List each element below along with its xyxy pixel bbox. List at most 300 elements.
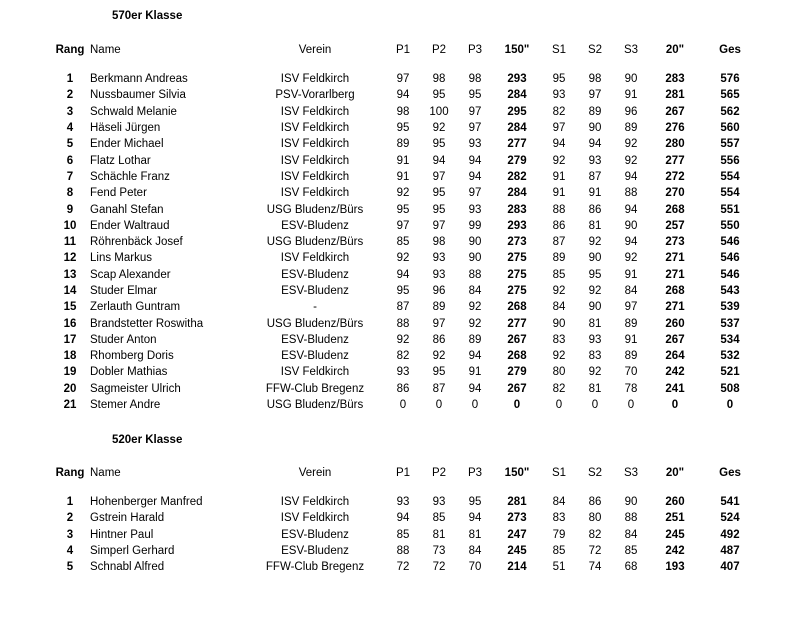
cell-name: Ganahl Stefan bbox=[90, 203, 164, 216]
cell-s1: 91 bbox=[552, 187, 566, 200]
cell-s2: 86 bbox=[588, 203, 602, 216]
cell-name: Dobler Mathias bbox=[90, 366, 168, 379]
cell-s3: 89 bbox=[624, 122, 638, 135]
cell-p1: 95 bbox=[396, 203, 410, 216]
cell-name: Ender Michael bbox=[90, 138, 164, 151]
cell-s3: 78 bbox=[624, 382, 638, 395]
cell-s1: 90 bbox=[552, 317, 566, 330]
cell-verein: ESV-Bludenz bbox=[281, 333, 349, 346]
cell-ges: 492 bbox=[720, 528, 740, 541]
cell-t20: 277 bbox=[665, 154, 685, 167]
cell-t150: 277 bbox=[507, 317, 527, 330]
cell-ges: 551 bbox=[720, 203, 740, 216]
cell-s1: 95 bbox=[552, 73, 566, 86]
cell-t20: 260 bbox=[665, 317, 685, 330]
cell-p1: 94 bbox=[396, 268, 410, 281]
cell-t150: 268 bbox=[507, 350, 527, 363]
header-s3: S3 bbox=[623, 467, 639, 479]
cell-ges: 576 bbox=[720, 73, 740, 86]
cell-name: Ender Waltraud bbox=[90, 219, 170, 232]
cell-s1: 92 bbox=[552, 285, 566, 297]
cell-rang: 5 bbox=[66, 561, 74, 574]
cell-verein: ISV Feldkirch bbox=[280, 252, 350, 265]
cell-s3: 92 bbox=[624, 154, 638, 167]
section-title-520: 520er Klasse bbox=[112, 434, 183, 446]
cell-s2: 98 bbox=[588, 73, 602, 86]
cell-ges: 541 bbox=[720, 496, 740, 509]
cell-s2: 91 bbox=[588, 187, 602, 200]
cell-s2: 92 bbox=[588, 285, 602, 297]
cell-t20: 257 bbox=[665, 219, 685, 232]
cell-verein: - bbox=[313, 301, 317, 314]
cell-verein: ISV Feldkirch bbox=[280, 122, 350, 135]
cell-t150: 267 bbox=[507, 333, 527, 346]
cell-t150: 293 bbox=[507, 219, 527, 232]
cell-t150: 275 bbox=[507, 285, 527, 297]
table-row bbox=[50, 234, 759, 250]
table-row bbox=[50, 169, 759, 185]
cell-name: Simperl Gerhard bbox=[90, 545, 175, 558]
header-t20: 20" bbox=[665, 467, 685, 479]
cell-ges: 550 bbox=[720, 219, 740, 232]
cell-s2: 72 bbox=[588, 545, 602, 558]
cell-s2: 83 bbox=[588, 350, 602, 363]
cell-t150: 0 bbox=[513, 399, 521, 412]
cell-ges: 537 bbox=[720, 317, 740, 330]
header-t150: 150" bbox=[504, 44, 530, 56]
cell-t150: 284 bbox=[507, 187, 527, 200]
table-row bbox=[50, 120, 759, 136]
header-rang: Rang bbox=[55, 44, 85, 56]
cell-ges: 508 bbox=[720, 382, 740, 395]
cell-s2: 92 bbox=[588, 236, 602, 249]
cell-p2: 86 bbox=[432, 333, 446, 346]
cell-p2: 100 bbox=[429, 105, 449, 118]
cell-t20: 281 bbox=[665, 89, 685, 102]
cell-rang: 13 bbox=[63, 268, 77, 281]
cell-s3: 90 bbox=[624, 73, 638, 86]
cell-s2: 87 bbox=[588, 170, 602, 183]
cell-s2: 80 bbox=[588, 512, 602, 525]
cell-p3: 98 bbox=[468, 73, 482, 86]
cell-p2: 97 bbox=[432, 170, 446, 183]
header-ges: Ges bbox=[719, 467, 741, 479]
header-p2: P2 bbox=[431, 467, 447, 479]
cell-t20: 245 bbox=[665, 528, 685, 541]
cell-t20: 0 bbox=[671, 399, 679, 412]
cell-s2: 89 bbox=[588, 105, 602, 118]
cell-p1: 88 bbox=[396, 317, 410, 330]
cell-s1: 89 bbox=[552, 252, 566, 265]
cell-t20: 242 bbox=[665, 366, 685, 379]
cell-p1: 72 bbox=[396, 561, 410, 574]
cell-p3: 84 bbox=[468, 285, 482, 297]
cell-p2: 96 bbox=[432, 285, 446, 297]
cell-verein: ISV Feldkirch bbox=[280, 73, 350, 86]
cell-verein: ISV Feldkirch bbox=[280, 496, 350, 509]
cell-p2: 97 bbox=[432, 317, 446, 330]
cell-t150: 247 bbox=[507, 528, 527, 541]
cell-s3: 89 bbox=[624, 317, 638, 330]
cell-p2: 92 bbox=[432, 350, 446, 363]
table-row bbox=[50, 348, 759, 364]
cell-p1: 98 bbox=[396, 105, 410, 118]
cell-t150: 284 bbox=[507, 89, 527, 102]
cell-t150: 281 bbox=[507, 496, 527, 509]
cell-name: Hohenberger Manfred bbox=[90, 496, 203, 509]
cell-p2: 0 bbox=[435, 399, 443, 412]
cell-s1: 0 bbox=[555, 399, 563, 412]
table-row bbox=[50, 543, 759, 559]
cell-name: Häseli Jürgen bbox=[90, 122, 161, 135]
cell-s2: 82 bbox=[588, 528, 602, 541]
cell-verein: ISV Feldkirch bbox=[280, 366, 350, 379]
cell-p1: 93 bbox=[396, 496, 410, 509]
cell-p3: 94 bbox=[468, 512, 482, 525]
cell-t150: 275 bbox=[507, 268, 527, 281]
cell-p3: 90 bbox=[468, 236, 482, 249]
cell-p2: 87 bbox=[432, 382, 446, 395]
cell-name: Brandstetter Roswitha bbox=[90, 317, 204, 330]
cell-ges: 554 bbox=[720, 170, 740, 183]
cell-rang: 20 bbox=[63, 382, 77, 395]
cell-rang: 6 bbox=[66, 154, 74, 167]
cell-p3: 88 bbox=[468, 268, 482, 281]
cell-p1: 95 bbox=[396, 285, 410, 297]
cell-s1: 94 bbox=[552, 138, 566, 151]
cell-name: Stemer Andre bbox=[90, 399, 161, 412]
table-row bbox=[50, 364, 759, 380]
cell-p3: 93 bbox=[468, 203, 482, 216]
cell-p3: 81 bbox=[468, 528, 482, 541]
cell-t150: 273 bbox=[507, 512, 527, 525]
table-row bbox=[50, 87, 759, 103]
header-s1: S1 bbox=[551, 44, 567, 56]
cell-s2: 95 bbox=[588, 268, 602, 281]
cell-name: Berkmann Andreas bbox=[90, 73, 188, 86]
cell-s1: 83 bbox=[552, 333, 566, 346]
table-row bbox=[50, 250, 759, 266]
cell-s3: 68 bbox=[624, 561, 638, 574]
cell-ges: 407 bbox=[720, 561, 740, 574]
cell-verein: ISV Feldkirch bbox=[280, 105, 350, 118]
cell-s3: 91 bbox=[624, 268, 638, 281]
cell-p3: 92 bbox=[468, 317, 482, 330]
cell-p2: 72 bbox=[432, 561, 446, 574]
cell-verein: ESV-Bludenz bbox=[281, 285, 349, 297]
cell-s2: 86 bbox=[588, 496, 602, 509]
table-row bbox=[50, 510, 759, 526]
cell-t20: 268 bbox=[665, 285, 685, 297]
cell-s3: 97 bbox=[624, 301, 638, 314]
cell-p1: 95 bbox=[396, 122, 410, 135]
cell-verein: ISV Feldkirch bbox=[280, 138, 350, 151]
cell-p3: 94 bbox=[468, 350, 482, 363]
table-row bbox=[50, 185, 759, 201]
cell-name: Sagmeister Ulrich bbox=[90, 382, 181, 395]
cell-s1: 82 bbox=[552, 382, 566, 395]
results-table-570 bbox=[50, 40, 759, 413]
table-row bbox=[50, 494, 759, 510]
cell-name: Rhomberg Doris bbox=[90, 350, 174, 363]
cell-s1: 97 bbox=[552, 122, 566, 135]
cell-verein: ESV-Bludenz bbox=[281, 528, 349, 541]
cell-p1: 94 bbox=[396, 512, 410, 525]
cell-rang: 17 bbox=[63, 333, 77, 346]
cell-ges: 521 bbox=[720, 366, 740, 379]
cell-t20: 273 bbox=[665, 236, 685, 249]
cell-p1: 87 bbox=[396, 301, 410, 314]
section-title-570: 570er Klasse bbox=[112, 10, 183, 22]
cell-name: Zerlauth Guntram bbox=[90, 301, 181, 314]
cell-s3: 90 bbox=[624, 219, 638, 232]
cell-t20: 271 bbox=[665, 301, 685, 314]
cell-p3: 95 bbox=[468, 496, 482, 509]
cell-s1: 92 bbox=[552, 154, 566, 167]
cell-name: Nussbaumer Silvia bbox=[90, 89, 186, 102]
cell-s3: 92 bbox=[624, 138, 638, 151]
cell-ges: 487 bbox=[720, 545, 740, 558]
cell-ges: 539 bbox=[720, 301, 740, 314]
cell-rang: 8 bbox=[66, 187, 74, 200]
cell-s1: 84 bbox=[552, 301, 566, 314]
cell-s1: 91 bbox=[552, 170, 566, 183]
cell-s1: 92 bbox=[552, 350, 566, 363]
header-ges: Ges bbox=[719, 44, 741, 56]
cell-s3: 91 bbox=[624, 333, 638, 346]
header-p1: P1 bbox=[395, 44, 411, 56]
cell-p1: 94 bbox=[396, 89, 410, 102]
cell-rang: 2 bbox=[66, 89, 74, 102]
cell-verein: USG Bludenz/Bürs bbox=[266, 236, 364, 249]
table-row bbox=[50, 267, 759, 283]
cell-p1: 82 bbox=[396, 350, 410, 363]
cell-ges: 557 bbox=[720, 138, 740, 151]
cell-p3: 94 bbox=[468, 170, 482, 183]
cell-p1: 97 bbox=[396, 73, 410, 86]
cell-name: Fend Peter bbox=[90, 187, 147, 200]
cell-t20: 276 bbox=[665, 122, 685, 135]
table-row bbox=[50, 299, 759, 315]
cell-rang: 14 bbox=[63, 285, 77, 297]
header-verein: Verein bbox=[298, 467, 332, 479]
table-row bbox=[50, 332, 759, 348]
cell-rang: 3 bbox=[66, 528, 74, 541]
cell-verein: ISV Feldkirch bbox=[280, 170, 350, 183]
cell-ges: 556 bbox=[720, 154, 740, 167]
cell-s2: 81 bbox=[588, 317, 602, 330]
cell-p2: 98 bbox=[432, 236, 446, 249]
cell-s2: 81 bbox=[588, 382, 602, 395]
cell-ges: 562 bbox=[720, 105, 740, 118]
cell-t150: 284 bbox=[507, 122, 527, 135]
cell-rang: 18 bbox=[63, 350, 77, 363]
cell-t20: 271 bbox=[665, 268, 685, 281]
cell-s1: 84 bbox=[552, 496, 566, 509]
cell-ges: 532 bbox=[720, 350, 740, 363]
cell-p2: 97 bbox=[432, 219, 446, 232]
cell-s3: 96 bbox=[624, 105, 638, 118]
cell-verein: ISV Feldkirch bbox=[280, 187, 350, 200]
cell-p1: 91 bbox=[396, 170, 410, 183]
cell-s1: 80 bbox=[552, 366, 566, 379]
cell-verein: USG Bludenz/Bürs bbox=[266, 203, 364, 216]
table-row bbox=[50, 315, 759, 331]
cell-t20: 251 bbox=[665, 512, 685, 525]
cell-s3: 89 bbox=[624, 350, 638, 363]
table-row bbox=[50, 381, 759, 397]
cell-rang: 19 bbox=[63, 366, 77, 379]
cell-p3: 95 bbox=[468, 89, 482, 102]
cell-t150: 275 bbox=[507, 252, 527, 265]
cell-t150: 273 bbox=[507, 236, 527, 249]
cell-t150: 268 bbox=[507, 301, 527, 314]
header-row bbox=[50, 463, 759, 483]
cell-s1: 87 bbox=[552, 236, 566, 249]
cell-s3: 84 bbox=[624, 528, 638, 541]
cell-p3: 94 bbox=[468, 382, 482, 395]
cell-p2: 94 bbox=[432, 154, 446, 167]
cell-p1: 92 bbox=[396, 187, 410, 200]
cell-s2: 94 bbox=[588, 138, 602, 151]
cell-ges: 554 bbox=[720, 187, 740, 200]
cell-s3: 84 bbox=[624, 285, 638, 297]
cell-p3: 93 bbox=[468, 138, 482, 151]
cell-s1: 82 bbox=[552, 105, 566, 118]
cell-t20: 242 bbox=[665, 545, 685, 558]
cell-s1: 93 bbox=[552, 89, 566, 102]
cell-s1: 85 bbox=[552, 545, 566, 558]
cell-p3: 89 bbox=[468, 333, 482, 346]
cell-t20: 267 bbox=[665, 105, 685, 118]
cell-verein: ISV Feldkirch bbox=[280, 154, 350, 167]
cell-p3: 97 bbox=[468, 122, 482, 135]
cell-s1: 51 bbox=[552, 561, 566, 574]
cell-s3: 88 bbox=[624, 187, 638, 200]
cell-t150: 293 bbox=[507, 73, 527, 86]
cell-t20: 267 bbox=[665, 333, 685, 346]
cell-rang: 5 bbox=[66, 138, 74, 151]
cell-s2: 0 bbox=[591, 399, 599, 412]
cell-ges: 534 bbox=[720, 333, 740, 346]
header-row bbox=[50, 40, 759, 60]
cell-t150: 295 bbox=[507, 105, 527, 118]
cell-s2: 81 bbox=[588, 219, 602, 232]
header-p3: P3 bbox=[467, 44, 483, 56]
cell-t150: 277 bbox=[507, 138, 527, 151]
header-p2: P2 bbox=[431, 44, 447, 56]
cell-p2: 92 bbox=[432, 122, 446, 135]
cell-verein: ISV Feldkirch bbox=[280, 512, 350, 525]
cell-p1: 0 bbox=[399, 399, 407, 412]
cell-s2: 74 bbox=[588, 561, 602, 574]
cell-rang: 11 bbox=[63, 236, 77, 249]
table-row bbox=[50, 218, 759, 234]
cell-rang: 3 bbox=[66, 105, 74, 118]
results-table-520 bbox=[50, 463, 759, 575]
cell-p2: 89 bbox=[432, 301, 446, 314]
cell-verein: ESV-Bludenz bbox=[281, 268, 349, 281]
cell-s3: 88 bbox=[624, 512, 638, 525]
cell-p2: 73 bbox=[432, 545, 446, 558]
cell-s1: 83 bbox=[552, 512, 566, 525]
cell-p1: 97 bbox=[396, 219, 410, 232]
cell-rang: 9 bbox=[66, 203, 74, 216]
cell-ges: 543 bbox=[720, 285, 740, 297]
cell-t20: 260 bbox=[665, 496, 685, 509]
cell-p2: 93 bbox=[432, 496, 446, 509]
cell-p3: 0 bbox=[471, 399, 479, 412]
cell-t150: 214 bbox=[507, 561, 527, 574]
cell-rang: 4 bbox=[66, 122, 74, 135]
cell-ges: 0 bbox=[726, 399, 734, 412]
cell-name: Flatz Lothar bbox=[90, 154, 151, 167]
cell-rang: 2 bbox=[66, 512, 74, 525]
cell-t20: 268 bbox=[665, 203, 685, 216]
table-row bbox=[50, 71, 759, 87]
cell-verein: ESV-Bludenz bbox=[281, 350, 349, 363]
cell-p3: 70 bbox=[468, 561, 482, 574]
cell-p3: 91 bbox=[468, 366, 482, 379]
cell-s3: 94 bbox=[624, 170, 638, 183]
cell-verein: FFW-Club Bregenz bbox=[265, 561, 365, 574]
cell-s1: 86 bbox=[552, 219, 566, 232]
cell-t20: 283 bbox=[665, 73, 685, 86]
cell-p3: 97 bbox=[468, 187, 482, 200]
header-name: Name bbox=[90, 467, 121, 479]
cell-rang: 1 bbox=[66, 496, 74, 509]
cell-p2: 95 bbox=[432, 203, 446, 216]
header-p3: P3 bbox=[467, 467, 483, 479]
cell-s1: 88 bbox=[552, 203, 566, 216]
cell-name: Lins Markus bbox=[90, 252, 152, 265]
header-t150: 150" bbox=[504, 467, 530, 479]
cell-t20: 264 bbox=[665, 350, 685, 363]
cell-rang: 4 bbox=[66, 545, 74, 558]
cell-s3: 91 bbox=[624, 89, 638, 102]
cell-p2: 93 bbox=[432, 252, 446, 265]
cell-rang: 21 bbox=[63, 399, 77, 412]
cell-verein: USG Bludenz/Bürs bbox=[266, 317, 364, 330]
cell-t20: 272 bbox=[665, 170, 685, 183]
cell-name: Schwald Melanie bbox=[90, 105, 177, 118]
cell-p3: 94 bbox=[468, 154, 482, 167]
cell-t20: 193 bbox=[665, 561, 685, 574]
header-s2: S2 bbox=[587, 467, 603, 479]
cell-t150: 245 bbox=[507, 545, 527, 558]
cell-s1: 79 bbox=[552, 528, 566, 541]
cell-verein: ESV-Bludenz bbox=[281, 219, 349, 232]
cell-t150: 279 bbox=[507, 366, 527, 379]
cell-s3: 92 bbox=[624, 252, 638, 265]
cell-t150: 267 bbox=[507, 382, 527, 395]
cell-p1: 85 bbox=[396, 528, 410, 541]
cell-p2: 95 bbox=[432, 187, 446, 200]
cell-name: Studer Anton bbox=[90, 333, 157, 346]
cell-rang: 1 bbox=[66, 73, 74, 86]
cell-verein: ESV-Bludenz bbox=[281, 545, 349, 558]
cell-s3: 0 bbox=[627, 399, 635, 412]
cell-s2: 90 bbox=[588, 122, 602, 135]
cell-t150: 279 bbox=[507, 154, 527, 167]
cell-p1: 89 bbox=[396, 138, 410, 151]
cell-p2: 81 bbox=[432, 528, 446, 541]
cell-p1: 85 bbox=[396, 236, 410, 249]
header-name: Name bbox=[90, 44, 121, 56]
table-row bbox=[50, 152, 759, 168]
cell-s2: 93 bbox=[588, 333, 602, 346]
header-s3: S3 bbox=[623, 44, 639, 56]
